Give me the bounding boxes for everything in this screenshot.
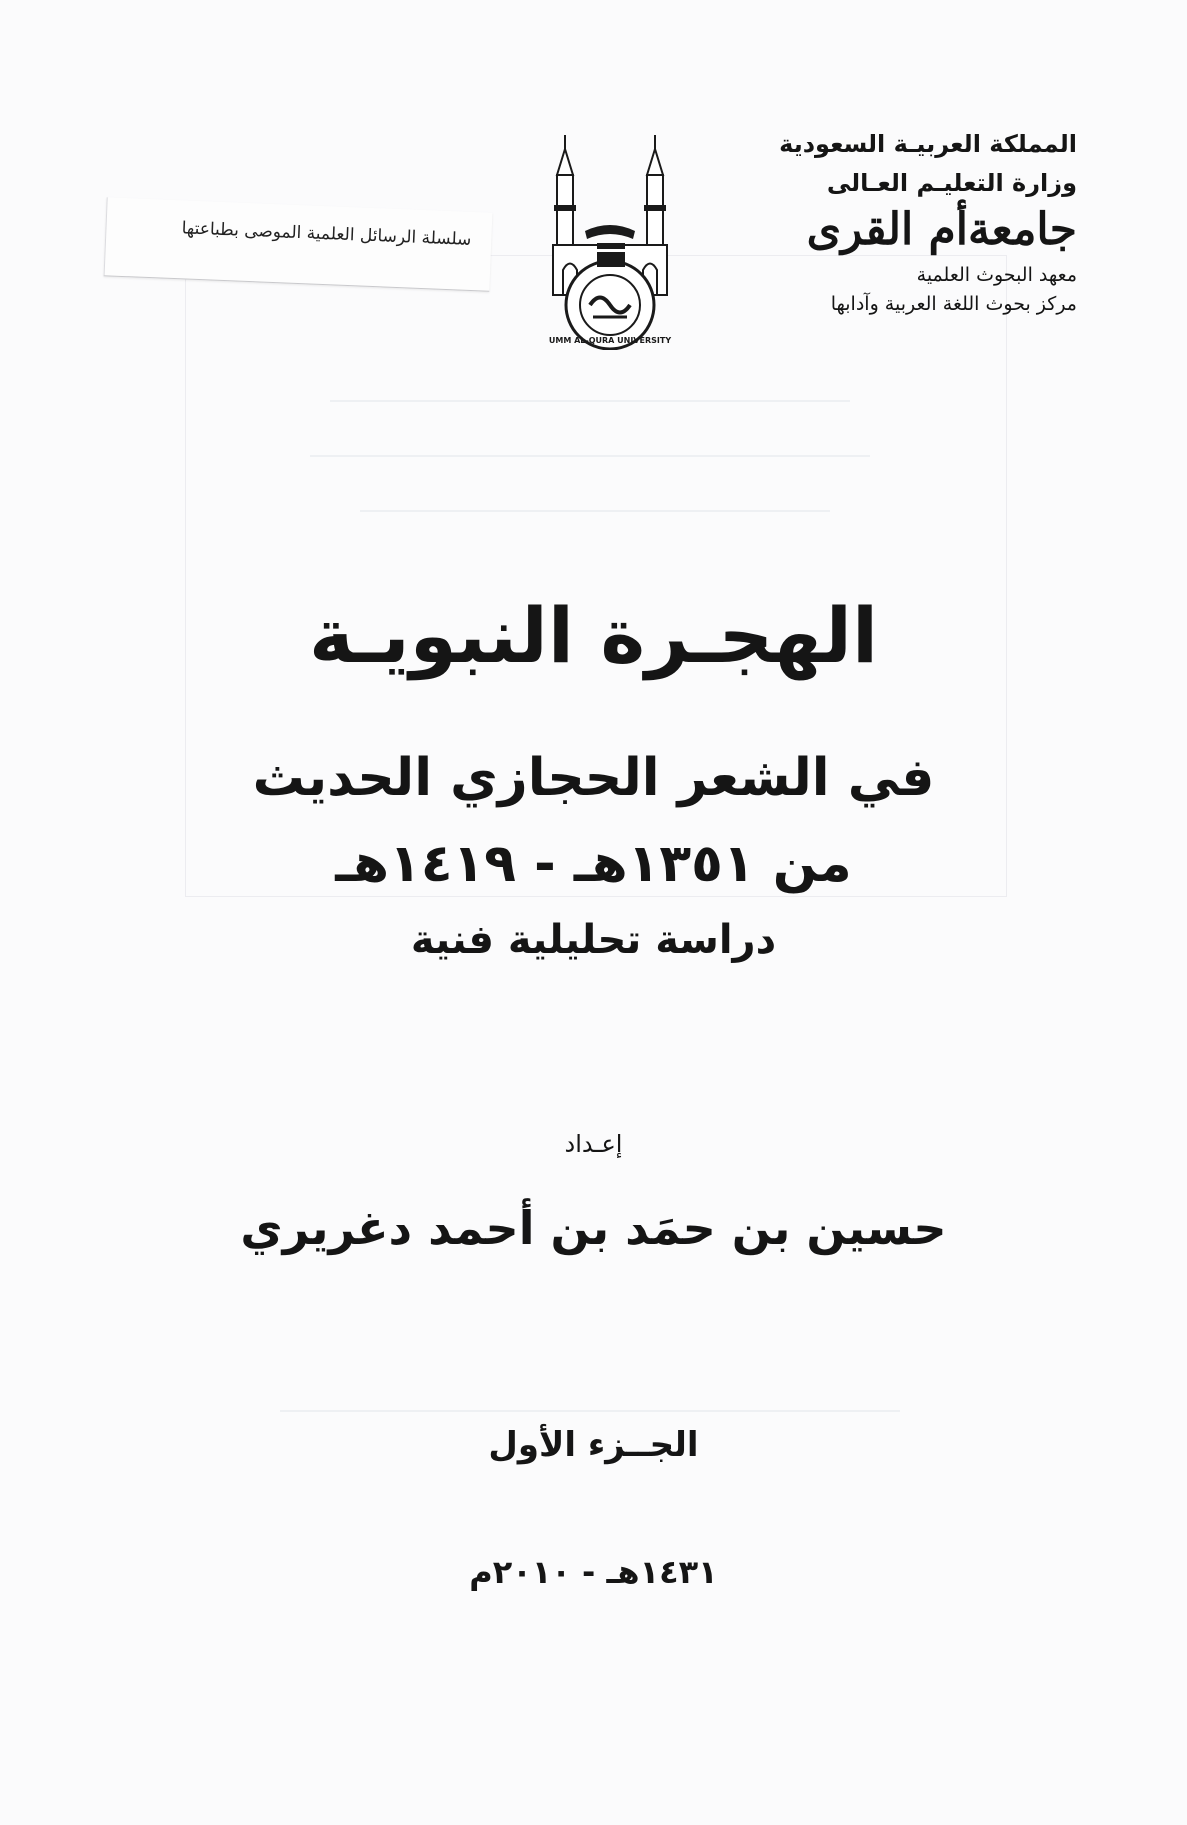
show-through-line xyxy=(310,455,870,457)
show-through-line xyxy=(360,510,830,512)
university-name: جامعةأم القرى xyxy=(806,203,1077,255)
institution-header xyxy=(777,130,1077,316)
book-subtitle-period: من ١٣٥١هـ - ١٤١٩هـ xyxy=(335,834,852,894)
show-through-line xyxy=(280,1410,900,1412)
show-through-line xyxy=(330,400,850,402)
kingdom-name: المملكة العربيـة السعودية xyxy=(779,130,1077,158)
book-subtitle-topic: في الشعر الحجازي الحديث xyxy=(252,748,935,808)
series-sticker-text: سلسلة الرسائل العلمية الموصى بطباعتها xyxy=(181,218,472,250)
series-sticker xyxy=(104,197,493,291)
umm-al-qura-university-seal-icon xyxy=(545,135,675,350)
center-name: مركز بحوث اللغة العربية وآدابها xyxy=(830,293,1077,316)
institute-name: معهد البحوث العلمية xyxy=(916,264,1077,287)
prepared-by-label: إعـداد xyxy=(564,1130,623,1158)
ministry-name: وزارة التعليـم العـالى xyxy=(826,168,1077,197)
book-subtitle-study-type: دراسة تحليلية فنية xyxy=(410,917,777,963)
seal-ring-text: UMM AL-QURA UNIVERSITY xyxy=(548,336,672,345)
author-name: حسين بن حمَد بن أحمد دغريري xyxy=(240,1201,947,1255)
book-title: الهجـرة النبويـة xyxy=(309,591,878,680)
volume-label: الجــزء الأول xyxy=(488,1425,699,1465)
publication-date: ١٤٣١هـ - ٢٠١٠م xyxy=(469,1553,718,1591)
